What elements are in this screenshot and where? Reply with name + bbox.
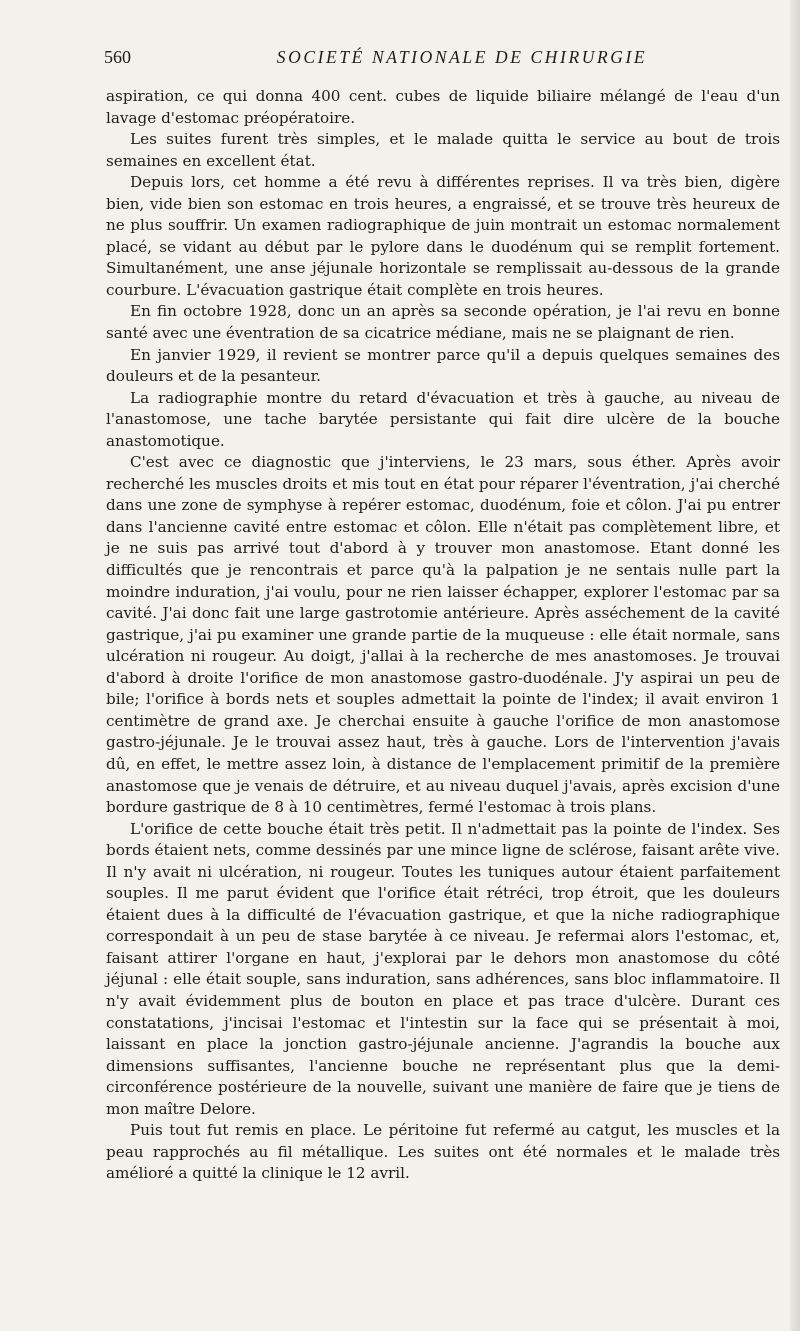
page-edge (790, 0, 800, 1331)
body-text (106, 86, 780, 1185)
paragraph: En janvier 1929, il revient se montrer parce qu'il a depuis quelques semaines des douleurs et de la pesanteur. (106, 345, 780, 386)
paragraph: En fin octobre 1928, donc un an après sa seconde opération, je l'ai revu en bonne santé avec une éventration de sa cicatrice médiane, mais ne se plaignant de rien. (106, 302, 780, 343)
paragraph: Depuis lors, cet homme a été revu à différentes reprises. Il va très bien, digère bien, vide bien son estomac en trois heures, a engraissé, et se trouve très heureux de ne plus souffrir. Un examen radiographique de juin montrait un estomac normalement placé, se vidant au début par le pylore dans le duodénum qui se remplit fortement. Simultanément, une anse jéjunale horizontale se remplissait au-dessous de la grande courbure. L'évacuation gastrique était complète en trois heures. (106, 173, 780, 299)
page-number: 560 (104, 47, 131, 67)
paragraph: C'est avec ce diagnostic que j'interviens, le 23 mars, sous éther. Après avoir recherché les muscles droits et mis tout en état pour réparer l'éventration, j'ai cherché dans une zone de symphyse à repérer estomac, duodénum, foie et côlon. J'ai pu entrer dans l'ancienne cavité entre estomac et côlon. Elle n'était pas complètement libre, et je ne suis pas arrivé tout d'abord à y trouver mon anastomose. Etant donné les difficultés que je rencontrais et parce qu'à la palpation je ne sentais nulle part la moindre induration, j'ai voulu, pour ne rien laisser échapper, explorer l'estomac par sa cavité. J'ai donc fait une large gastrotomie antérieure. Après asséchement de la cavité gastrique, j'ai pu examiner une grande partie de la muqueuse : elle était normale, sans ulcération ni rougeur. Au doigt, j'allai à la recherche de mes anastomoses. Je trouvai d'abord à droite l'orifice de mon anastomose gastro-duodénale. J'y aspirai un peu de bile; l'orifice à bords nets et souples admettait la pointe de l'index; il avait environ 1 centimètre de grand axe. Je cherchai ensuite à gauche l'orifice de mon anastomose gastro-jéjunale. Je le trouvai assez haut, très à gauche. Lors de l'intervention j'avais dû, en effet, le mettre assez loin, à distance de l'emplacement primitif de la première anastomose que je venais de détruire, et au niveau duquel j'avais, après excision d'une bordure gastrique de 8 à 10 centimètres, fermé l'estomac à trois plans. (106, 453, 780, 817)
running-title: SOCIETÉ NATIONALE DE CHIRURGIE (276, 47, 648, 67)
paragraph: Les suites furent très simples, et le malade quitta le service au bout de trois semaines en excellent état. (106, 130, 780, 170)
paragraph: L'orifice de cette bouche était très petit. Il n'admettait pas la pointe de l'index. Ses bords étaient nets, comme dessinés par une mince ligne de sclérose, faisant arête vive. Il n'y avait ni ulcération, ni rougeur. Toutes les tuniques autour étaient parfaitement souples. Il me parut évident que l'orifice était rétréci, trop étroit, que les douleurs étaient dues à la difficulté de l'évacuation gastrique, et que la niche radiographique correspondait à un peu de stase barytée à ce niveau. Je refermai alors l'estomac, et, faisant attirer l'organe en haut, j'explorai par le dehors mon anastomose du côté jéjunal : elle était souple, sans induration, sans adhérences, sans bloc inflammatoire. Il n'y avait évidemment plus de bouton en place et pas trace d'ulcère. Durant ces constatations, j'incisai l'estomac et l'intestin sur la face qui se présentait à moi, laissant en place la jonction gastro-jéjunale ancienne. J'agrandis la bouche aux dimensions suffisantes, l'ancienne bouche ne représentant plus que la demi-circonférence postérieure de la nouvelle, suivant une manière de faire que je tiens de mon maître Delore. (106, 819, 780, 1118)
paragraph-continued: aspiration, ce qui donna 400 cent. cubes de liquide biliaire mélangé de l'eau d'un lavage d'estomac préopératoire. (106, 87, 780, 127)
paragraph: La radiographie montre du retard d'évacuation et très à gauche, au niveau de l'anastomose, une tache barytée persistante qui fait dire ulcère de la bouche anastomotique. (106, 388, 780, 450)
paragraph: Puis tout fut remis en place. Le péritoine fut refermé au catgut, les muscles et la peau rapprochés au fil métallique. Les suites ont été normales et le malade très amélioré a quitté la clinique le 12 avril. (106, 1121, 780, 1183)
page-header (104, 46, 780, 70)
